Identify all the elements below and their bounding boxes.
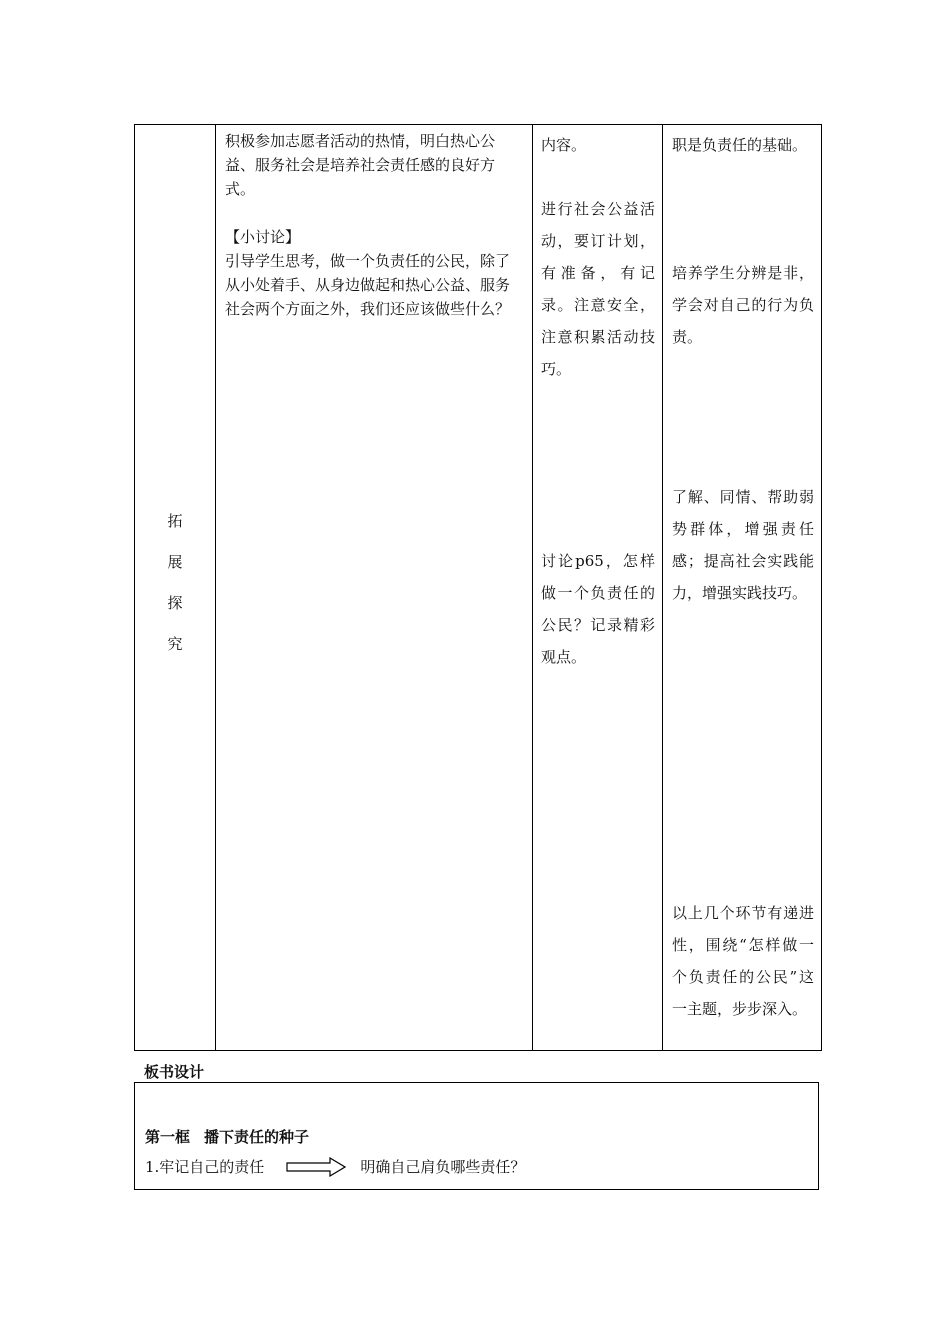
point-right-text: 明确自己肩负哪些责任？ [360,1158,526,1176]
stage-char: 究 [167,635,183,653]
discussion-title: 【小讨论】 [225,228,301,246]
stage-label [135,501,215,665]
discussion-text: 引导学生思考，做一个负责任的公民，除了从小处着手、从身边做起和热心公益、服务社会两个方面之外，我们还应该做些什么？ [225,252,511,318]
lesson-plan-table [134,124,822,1051]
teacher-activity-cell [216,125,533,1051]
lesson-name: 播下责任的种子 [204,1128,310,1146]
intro-text: 积极参加志愿者活动的热情，明白热心公益、服务社会是培养社会责任感的良好方式。 [225,132,496,198]
student-text-1: 内容。 [541,136,587,154]
stage-char: 探 [167,594,183,612]
point-left-text: 1.牢记自己的责任 [145,1158,265,1176]
stage-char: 拓 [167,512,183,530]
lesson-title [145,1125,309,1149]
intent-text-3: 了解、同情、帮助弱势群体，增强责任感；提高社会实践能力，增强实践技巧。 [672,488,814,602]
lesson-label: 第一框 [145,1128,191,1146]
right-arrow-icon [286,1157,346,1177]
student-activity-cell [533,125,663,1051]
stage-char: 展 [167,553,183,571]
intent-text-1: 职是负责任的基础。 [672,136,808,154]
stage-cell [135,125,216,1051]
student-text-2: 进行社会公益活动，要订计划，有准备，有记录。注意安全，注意积累活动技巧。 [541,200,655,378]
intent-text-4: 以上几个环节有递进性，围绕“怎样做一个负责任的公民”这一主题，步步深入。 [672,904,814,1018]
design-intent-cell [663,125,822,1051]
board-design-heading: 板书设计 [144,1063,205,1081]
board-point-1 [145,1155,525,1179]
student-text-3: 讨论p65，怎样做一个负责任的公民？记录精彩观点。 [541,552,655,666]
intent-text-2: 培养学生分辨是非，学会对自己的行为负责。 [672,264,814,346]
board-design-box [134,1082,819,1190]
